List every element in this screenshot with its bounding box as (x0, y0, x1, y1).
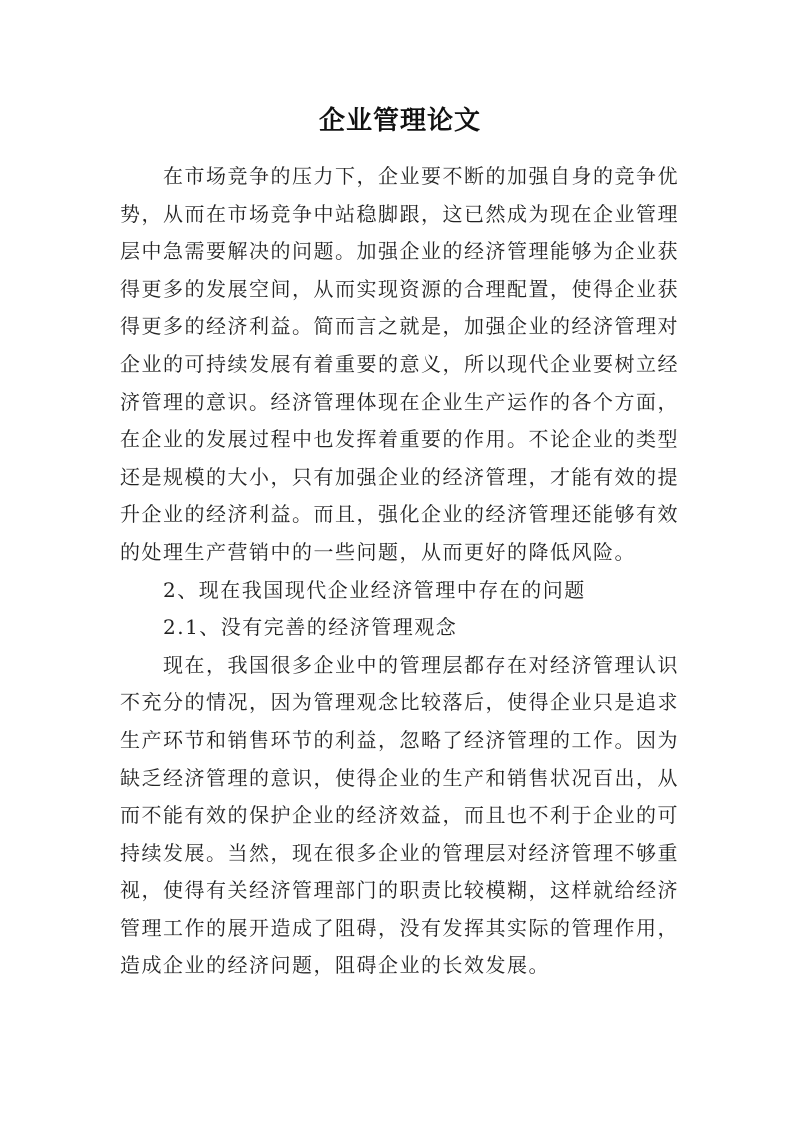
text-line: 层中急需要解决的问题。加强企业的经济管理能够为企业获 (120, 239, 679, 264)
text-line: 2.1、没有完善的经济管理观念 (163, 615, 458, 640)
text-line: 在企业的发展过程中也发挥着重要的作用。不论企业的类型 (120, 427, 679, 452)
text-line: 得更多的发展空间，从而实现资源的合理配置，使得企业获 (120, 276, 679, 301)
text-line: 管理工作的展开造成了阻碍，没有发挥其实际的管理作用， (120, 915, 679, 940)
text-line: 现在，我国很多企业中的管理层都存在对经济管理认识 (163, 652, 679, 677)
text-line: 视，使得有关经济管理部门的职责比较模糊，这样就给经济 (120, 878, 679, 903)
text-line: 生产环节和销售环节的利益，忽略了经济管理的工作。因为 (120, 727, 679, 752)
document-title: 企业管理论文 (318, 106, 481, 136)
text-line: 还是规模的大小，只有加强企业的经济管理，才能有效的提 (120, 464, 679, 489)
text-line: 在市场竞争的压力下，企业要不断的加强自身的竞争优 (163, 164, 679, 188)
text-line: 缺乏经济管理的意识，使得企业的生产和销售状况百出，从 (120, 765, 679, 790)
text-line: 而不能有效的保护企业的经济效益，而且也不利于企业的可 (120, 803, 679, 828)
text-line: 济管理的意识。经济管理体现在企业生产运作的各个方面， (120, 389, 679, 414)
text-line: 势，从而在市场竞争中站稳脚跟，这已然成为现在企业管理 (120, 201, 679, 226)
text-line: 的处理生产营销中的一些问题，从而更好的降低风险。 (120, 539, 636, 564)
text-line: 企业的可持续发展有着重要的意义，所以现代企业要树立经 (120, 351, 679, 376)
text-line: 2、现在我国现代企业经济管理中存在的问题 (163, 577, 586, 602)
text-line: 得更多的经济利益。简而言之就是，加强企业的经济管理对 (120, 314, 679, 339)
document-body (120, 158, 700, 985)
text-line: 造成企业的经济问题，阻碍企业的长效发展。 (120, 953, 550, 978)
text-line: 不充分的情况，因为管理观念比较落后，使得企业只是追求 (120, 690, 679, 715)
text-line: 升企业的经济利益。而且，强化企业的经济管理还能够有效 (120, 502, 679, 527)
text-line: 持续发展。当然，现在很多企业的管理层对经济管理不够重 (120, 840, 679, 865)
